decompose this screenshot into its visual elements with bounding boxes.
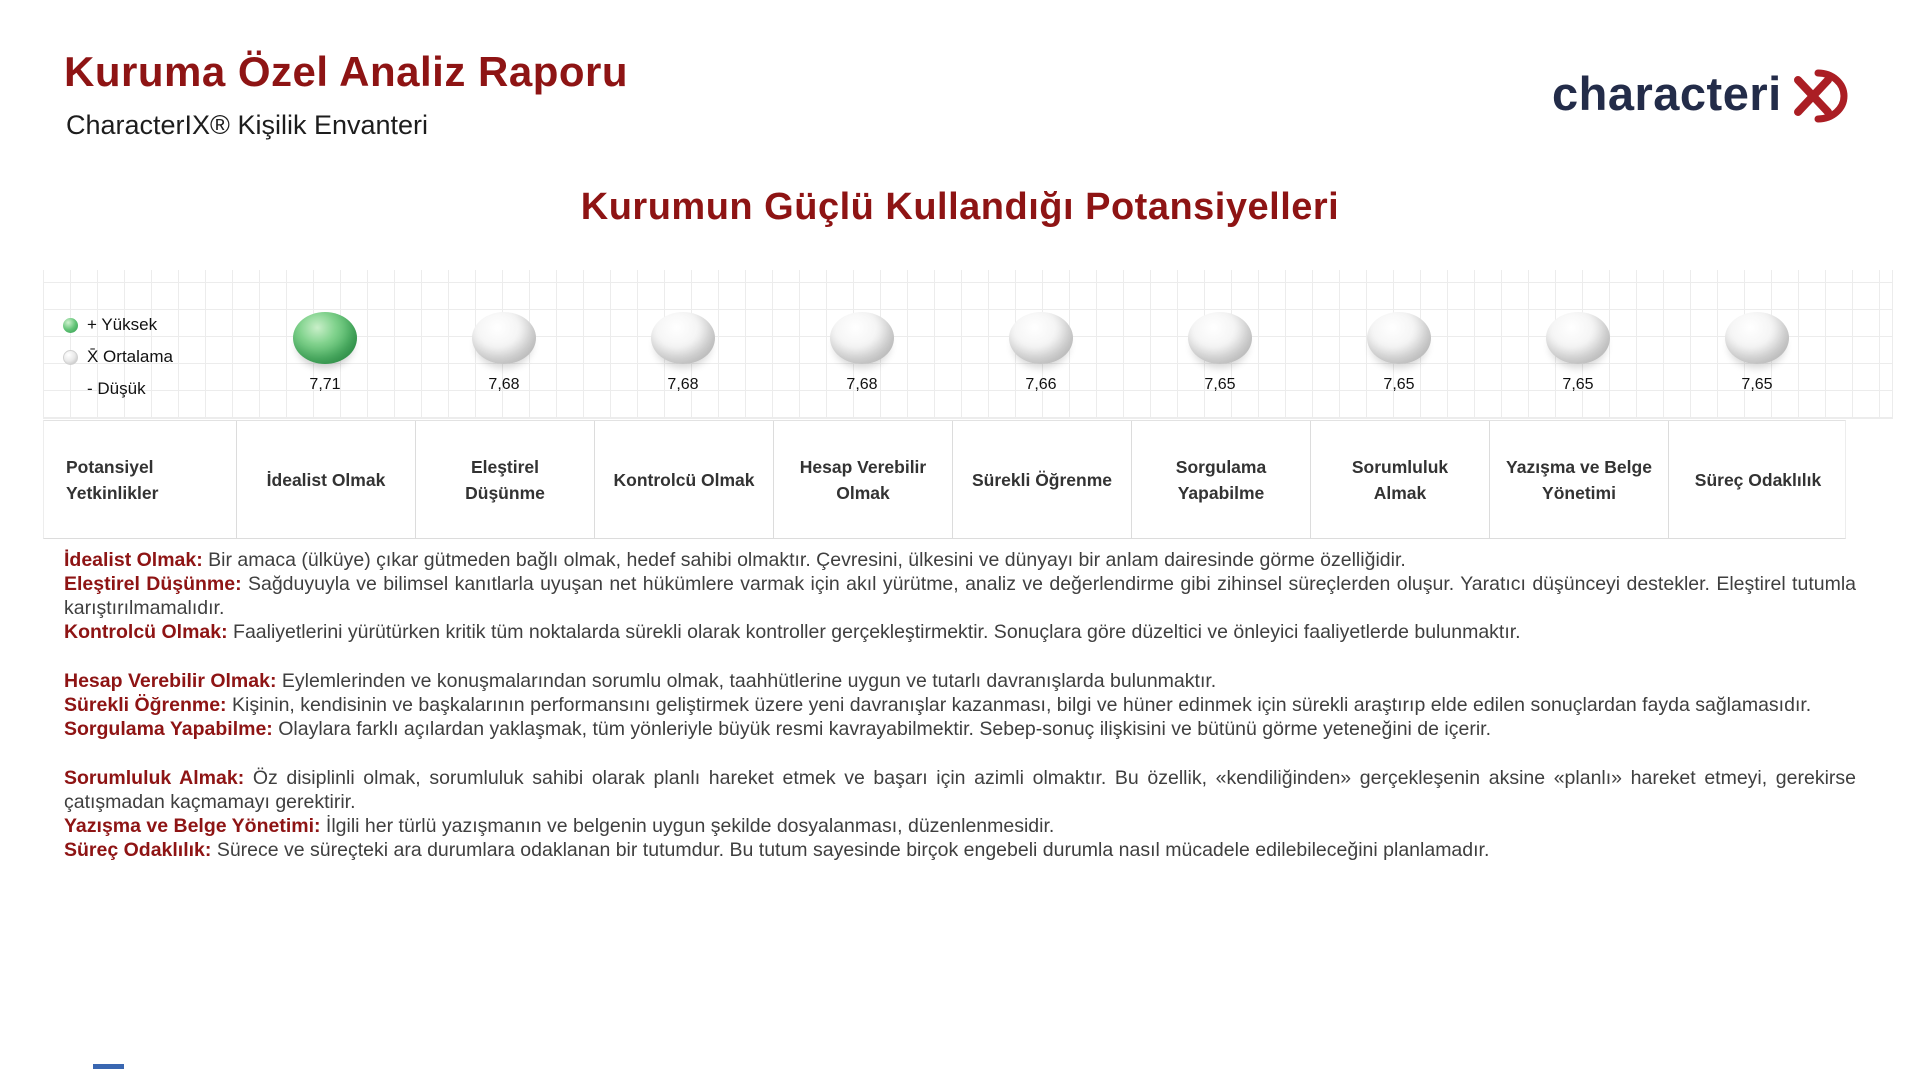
high-legend-icon (63, 318, 78, 333)
description-item (64, 669, 1856, 693)
legend-label-average: X̄ Ortalama (87, 347, 173, 366)
value-label: 7,71 (309, 376, 341, 393)
value-label: 7,65 (1741, 376, 1773, 393)
value-label: 7,68 (846, 376, 878, 393)
term-label: Hesap Verebilir Olmak: (64, 670, 277, 692)
description-item (64, 572, 1856, 620)
table-column-header: Süreç Odaklılık (1668, 421, 1847, 538)
description-item (64, 620, 1856, 644)
table-column-header: Yazışma ve Belge Yönetimi (1489, 421, 1668, 538)
term-text: Faaliyetlerini yürütürken kritik tüm noktalarda sürekli olarak kontroller gerçekleştirmektir. Sonuçlara göre düzeltici ve önleyici faaliyetlerde bulunmaktır. (233, 621, 1521, 643)
description-item (64, 548, 1856, 572)
value-label: 7,65 (1204, 376, 1236, 393)
table-column-header: Kontrolcü Olmak (594, 421, 773, 538)
logo-x-icon (1784, 66, 1850, 124)
term-text: Kişinin, kendisinin ve başkalarının performansını geliştirmek üzere yeni davranışlar kazanması, bilgi ve hüner edinmek için sürekli araştırıp elde edilen sonuçlardan fayda sağlamasıdır. (231, 694, 1812, 716)
table-column-header: Sorumluluk Almak (1310, 421, 1489, 538)
term-label: Yazışma ve Belge Yönetimi: (64, 815, 321, 837)
chart-area (43, 270, 1893, 419)
term-text: Eylemlerinden ve konuşmalarından sorumlu olmak, taahhütlerine uygun ve tutarlı davranışlarda bulunmaktır. (281, 670, 1217, 692)
table-column-header: İdealist Olmak (236, 421, 415, 538)
data-sphere (1188, 312, 1252, 364)
value-label: 7,65 (1562, 376, 1594, 393)
description-block (64, 548, 1856, 644)
description-item (64, 814, 1856, 838)
description-item (64, 766, 1856, 814)
legend-label-low: - Düşük (87, 379, 146, 398)
data-sphere (293, 312, 357, 364)
term-label: Sorgulama Yapabilme: (64, 718, 273, 740)
term-label: Sorumluluk Almak: (64, 767, 245, 789)
term-text: Olaylara farklı açılardan yaklaşmak, tüm yönleriyle büyük resmi kavrayabilmektir. Sebep-sonuç ilişkisini ve bütünü görme yeteneğini de içerir. (278, 718, 1491, 740)
data-sphere (651, 312, 715, 364)
table-column-header: Hesap Verebilir Olmak (773, 421, 952, 538)
data-sphere (472, 312, 536, 364)
legend-item-average (63, 347, 173, 367)
term-text: Bir amaca (ülküye) çıkar gütmeden bağlı olmak, hedef sahibi olmaktır. Çevresini, ülkesini ve dünyayı bir anlam dairesinde görme özelliğidir. (208, 549, 1406, 571)
data-sphere (830, 312, 894, 364)
footer-accent-bar (93, 1064, 124, 1069)
legend-item-low (63, 379, 146, 399)
data-sphere (1725, 312, 1789, 364)
low-legend-icon (63, 382, 78, 397)
average-legend-icon (63, 350, 78, 365)
term-label: Süreç Odaklılık: (64, 839, 212, 861)
legend-label-high: + Yüksek (87, 315, 158, 334)
table-row-header: Potansiyel Yetkinlikler (66, 456, 159, 503)
description-block (64, 766, 1856, 862)
term-label: Sürekli Öğrenme: (64, 694, 227, 716)
value-label: 7,65 (1383, 376, 1415, 393)
value-label: 7,66 (1025, 376, 1057, 393)
term-text: Sağduyuyla ve bilimsel kanıtlarla uyuşan net hükümlere varmak için akıl yürütme, analiz ve değerlendirme gibi zihinsel süreçlerden oluşur. Yaratıcı düşünceyi destekler. Eleştirel tutumla karıştırılmamalıdır. (64, 573, 1856, 619)
competency-table (43, 420, 1846, 539)
description-item (64, 717, 1856, 741)
data-sphere (1546, 312, 1610, 364)
logo-wordmark: characteri (1552, 66, 1782, 120)
chart-title: Kurumun Güçlü Kullandığı Potansiyelleri (580, 186, 1340, 228)
description-item (64, 838, 1856, 862)
term-text: İlgili her türlü yazışmanın ve belgenin uygun şekilde dosyalanması, düzenlenmesidir. (325, 815, 1055, 837)
table-column-header: Sürekli Öğrenme (952, 421, 1131, 538)
value-label: 7,68 (667, 376, 699, 393)
descriptions-section (64, 548, 1856, 887)
data-sphere (1009, 312, 1073, 364)
characterix-logo (1552, 62, 1850, 124)
term-label: Eleştirel Düşünme: (64, 573, 242, 595)
page-subtitle: CharacterIX® Kişilik Envanteri (66, 110, 429, 140)
legend-item-high (63, 315, 157, 335)
term-text: Sürece ve süreçteki ara durumlara odaklanan bir tutumdur. Bu tutum sayesinde birçok engebeli durumla nasıl mücadele edilebileceğini planlamadır. (216, 839, 1490, 861)
value-label: 7,68 (488, 376, 520, 393)
table-column-header: Sorgulama Yapabilme (1131, 421, 1310, 538)
data-sphere (1367, 312, 1431, 364)
term-label: İdealist Olmak: (64, 549, 203, 571)
table-column-header: Eleştirel Düşünme (415, 421, 594, 538)
description-block (64, 669, 1856, 741)
term-label: Kontrolcü Olmak: (64, 621, 228, 643)
term-text: Öz disiplinli olmak, sorumluluk sahibi olarak planlı hareket etmek ve başarı için azimli olmaktır. Bu özellik, «kendiliğinden» gerçekleşenin aksine «planlı» hareket etmeyi, gerekirse çatışmadan kaçmamayı gerektirir. (64, 767, 1856, 813)
page-title: Kuruma Özel Analiz Raporu (64, 48, 629, 95)
description-item (64, 693, 1856, 717)
